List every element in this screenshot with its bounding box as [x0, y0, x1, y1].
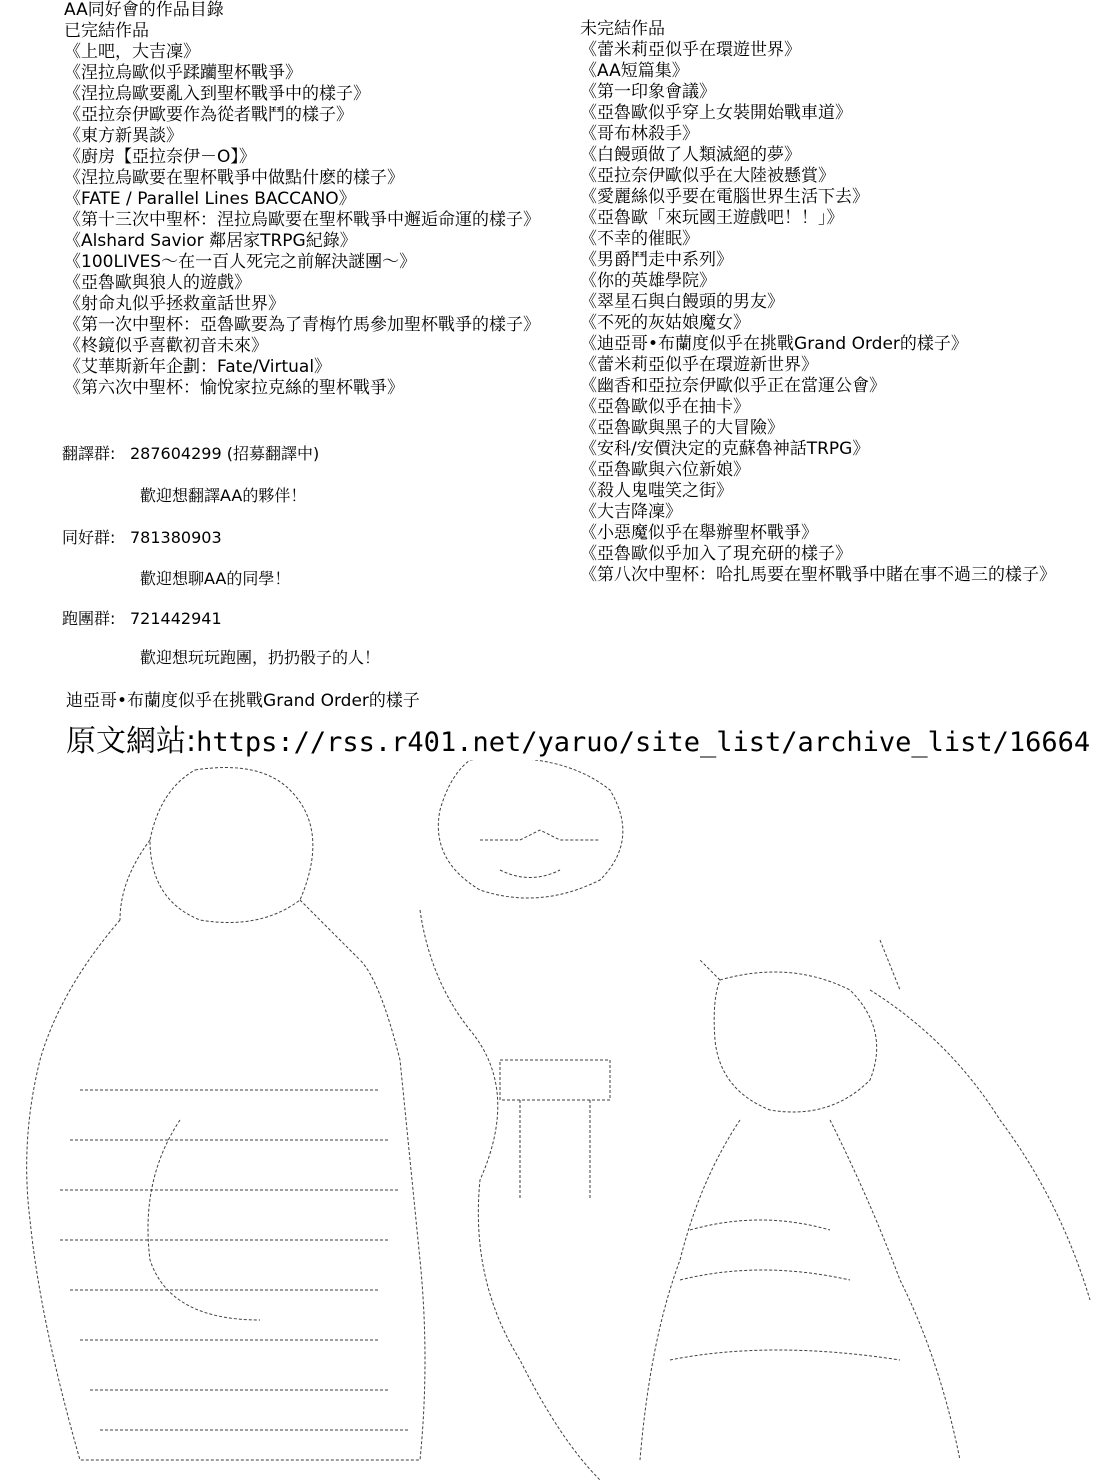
unfinished-item: 《亞魯歐「來玩國王遊戲吧！！」》: [580, 208, 844, 228]
unfinished-item: 《男爵鬥走中系列》: [580, 250, 733, 270]
trpg-group: [62, 606, 222, 629]
finished-item: 《射命丸似乎拯救童話世界》: [64, 294, 285, 314]
translation-group-label: 翻譯群:: [62, 444, 116, 463]
unfinished-item: 《迪亞哥•布蘭度似乎在挑戰Grand Order的樣子》: [580, 334, 968, 354]
unfinished-item: 《蕾米莉亞似乎在環遊世界》: [580, 40, 801, 60]
finished-item: 《廚房【亞拉奈伊－O】》: [64, 147, 256, 167]
unfinished-item: 《亞拉奈伊歐似乎在大陸被懸賞》: [580, 166, 835, 186]
finished-item: 《柊鏡似乎喜歡初音未來》: [64, 336, 268, 356]
translation-welcome: 歡迎想翻譯AA的夥伴！: [140, 486, 307, 505]
fans-group-label: 同好群:: [62, 528, 116, 547]
unfinished-item: 《愛麗絲似乎要在電腦世界生活下去》: [580, 187, 869, 207]
unfinished-item: 《蕾米莉亞似乎在環遊新世界》: [580, 355, 818, 375]
finished-item: 《第一次中聖杯：亞魯歐要為了青梅竹馬參加聖杯戰爭的樣子》: [64, 315, 540, 335]
unfinished-works-column: [580, 19, 1056, 586]
finished-item: 《涅拉烏歐要亂入到聖杯戰爭中的樣子》: [64, 84, 370, 104]
right-figure-body: [640, 1120, 960, 1460]
translation-group: [62, 441, 319, 464]
current-work-title: 迪亞哥•布蘭度似乎在挑戰Grand Order的樣子: [66, 691, 420, 711]
trpg-group-number: 721442941: [130, 609, 222, 628]
unfinished-item: 《殺人鬼嗤笑之街》: [580, 481, 733, 501]
right-figure-head: [714, 972, 876, 1112]
unfinished-item: 《亞魯歐似乎在抽卡》: [580, 397, 750, 417]
left-figure-arm: [148, 1120, 260, 1320]
middle-figure-body: [420, 910, 600, 1480]
translation-group-number: 287604299 (招募翻譯中): [130, 444, 320, 463]
source-url[interactable]: https://rss.r401.net/yaruo/site_list/archive_list/16664: [196, 727, 1091, 758]
unfinished-item: 《小惡魔似乎在舉辦聖杯戰爭》: [580, 523, 818, 543]
unfinished-item: 《大吉降凜》: [580, 502, 682, 522]
finished-works-column: [64, 0, 540, 399]
finished-item: 《艾華斯新年企劃：Fate/Virtual》: [64, 357, 332, 377]
unfinished-item: 《第八次中聖杯：哈扎馬要在聖杯戰爭中賭在事不過三的樣子》: [580, 565, 1056, 585]
trpg-group-label: 跑團群:: [62, 609, 116, 628]
left-figure-hair: [120, 840, 360, 960]
unfinished-item: 《AA短篇集》: [580, 61, 689, 81]
finished-item: 《亞拉奈伊歐要作為從者戰鬥的樣子》: [64, 105, 353, 125]
finished-item: 《FATE / Parallel Lines BACCANO》: [64, 189, 356, 209]
middle-figure-sword: [500, 1060, 610, 1200]
finished-item: 《第六次中聖杯：愉悅家拉克絲的聖杯戰爭》: [64, 378, 404, 398]
ascii-art-illustration: [0, 760, 1100, 1482]
middle-figure-face: [480, 830, 600, 878]
trpg-welcome: 歡迎想玩玩跑團，扔扔骰子的人！: [140, 648, 381, 667]
fans-group-number: 781380903: [130, 528, 222, 547]
unfinished-item: 《亞魯歐似乎穿上女裝開始戰車道》: [580, 103, 852, 123]
finished-item: 《100LIVES～在一百人死完之前解決謎團～》: [64, 252, 417, 272]
left-figure-armor: [60, 1090, 410, 1430]
catalog-title: AA同好會的作品目錄: [64, 0, 224, 20]
finished-item: 《Alshard Savior 鄰居家TRPG紀錄》: [64, 231, 357, 251]
finished-item: 《涅拉烏歐要在聖杯戰爭中做點什麽的樣子》: [64, 168, 404, 188]
left-figure-head: [150, 768, 313, 923]
finished-item: 《東方新異談》: [64, 126, 183, 146]
right-figure-hair: [700, 940, 1090, 1300]
unfinished-item: 《不死的灰姑娘魔女》: [580, 313, 750, 333]
source-site: [66, 724, 1090, 761]
source-label: 原文網站:: [66, 724, 197, 759]
unfinished-item: 《你的英雄學院》: [580, 271, 716, 291]
unfinished-heading: 未完結作品: [580, 19, 665, 39]
right-figure-dress: [670, 1220, 900, 1360]
finished-item: 《涅拉烏歐似乎蹂躪聖杯戰爭》: [64, 63, 302, 83]
finished-item: 《第十三次中聖杯：涅拉烏歐要在聖杯戰爭中邂逅命運的樣子》: [64, 210, 540, 230]
unfinished-item: 《不幸的催眠》: [580, 229, 699, 249]
fans-group: [62, 525, 222, 548]
finished-item: 《上吧，大吉凜》: [64, 42, 200, 62]
unfinished-item: 《幽香和亞拉奈伊歐似乎正在當運公會》: [580, 376, 886, 396]
unfinished-item: 《翠星石與白饅頭的男友》: [580, 292, 784, 312]
unfinished-item: 《哥布林殺手》: [580, 124, 699, 144]
unfinished-item: 《安科/安價決定的克蘇魯神話TRPG》: [580, 439, 870, 459]
unfinished-item: 《亞魯歐與六位新娘》: [580, 460, 750, 480]
unfinished-item: 《第一印象會議》: [580, 82, 716, 102]
finished-heading: 已完結作品: [64, 21, 149, 41]
fans-welcome: 歡迎想聊AA的同學！: [140, 569, 291, 588]
finished-item: 《亞魯歐與狼人的遊戲》: [64, 273, 251, 293]
unfinished-item: 《亞魯歐與黑子的大冒險》: [580, 418, 784, 438]
unfinished-item: 《白饅頭做了人類滅絕的夢》: [580, 145, 801, 165]
unfinished-item: 《亞魯歐似乎加入了現充研的樣子》: [580, 544, 852, 564]
